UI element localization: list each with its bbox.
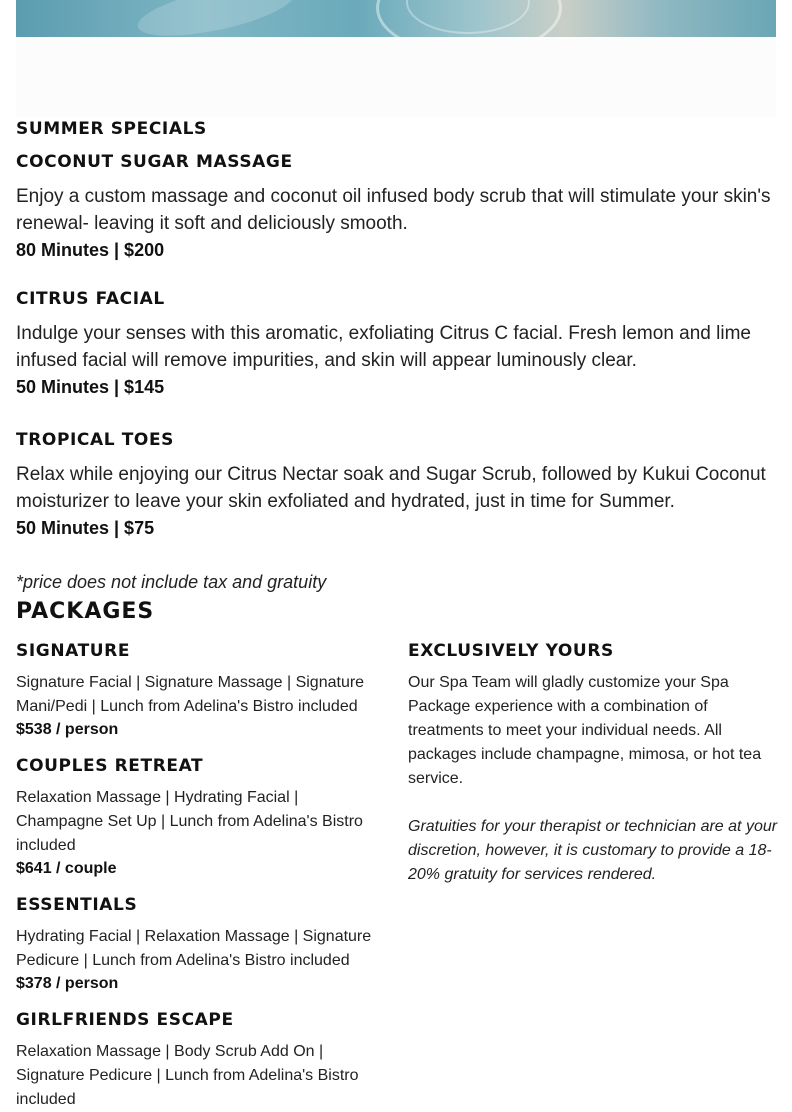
package-price-essentials: $378 / person [16, 975, 119, 992]
package-title-girlfriends: GIRLFRIENDS ESCAPE [16, 1010, 234, 1030]
service-title-citrus: CITRUS FACIAL [16, 289, 165, 309]
hero-leaf-shape [134, 0, 299, 37]
package-description-couples: Relaxation Massage | Hydrating Facial | Champagne Set Up | Lunch from Adelina's Bistro included [16, 789, 363, 854]
package-title-couples: COUPLES RETREAT [16, 756, 204, 776]
package-price-signature: $538 / person [16, 721, 119, 738]
service-description-citrus: Indulge your senses with this aromatic, exfoliating Citrus C facial. Fresh lemon and lime infused facial will remove impurities, and skin will appear luminously clear. [16, 323, 751, 371]
package-description-signature: Signature Facial | Signature Massage | Signature Mani/Pedi | Lunch from Adelina's Bistro included [16, 674, 365, 715]
package-title-essentials: ESSENTIALS [16, 895, 138, 915]
package-title-signature: SIGNATURE [16, 641, 131, 661]
package-title-exclusive: EXCLUSIVELY YOURS [408, 641, 614, 661]
gratuity-note: Gratuities for your therapist or technician are at your discretion, however, it is customary to provide a 18-20% gratuity for services rendered. [408, 818, 778, 883]
hero-spacer [16, 37, 776, 117]
price-note: *price does not include tax and gratuity [16, 572, 327, 592]
service-price-citrus: 50 Minutes | $145 [16, 377, 165, 397]
summer-specials-title: SUMMER SPECIALS [16, 119, 207, 139]
service-description-tropical: Relax while enjoying our Citrus Nectar soak and Sugar Scrub, followed by Kukui Coconut moisturizer to leave your skin exfoliated and hydrated, just in time for Summer. [16, 464, 766, 512]
service-title-tropical: TROPICAL TOES [16, 430, 175, 450]
package-description-girlfriends: Relaxation Massage | Body Scrub Add On | Signature Pedicure | Lunch from Adelina's Bistro included [16, 1043, 359, 1108]
package-description-essentials: Hydrating Facial | Relaxation Massage | Signature Pedicure | Lunch from Adelina's Bistro included [16, 928, 372, 969]
packages-title: PACKAGES [16, 599, 155, 624]
service-title-coconut: COCONUT SUGAR MASSAGE [16, 152, 293, 172]
service-description-coconut: Enjoy a custom massage and coconut oil infused body scrub that will stimulate your skin's renewal- leaving it soft and deliciously smooth. [16, 186, 771, 234]
service-price-tropical: 50 Minutes | $75 [16, 518, 155, 538]
package-description-exclusive: Our Spa Team will gladly customize your Spa Package experience with a combination of treatments to meet your individual needs. All packages include champagne, mimosa, or hot tea service. [408, 674, 762, 787]
service-price-coconut: 80 Minutes | $200 [16, 240, 165, 260]
hero-image [16, 0, 776, 37]
package-price-couples: $641 / couple [16, 860, 117, 877]
